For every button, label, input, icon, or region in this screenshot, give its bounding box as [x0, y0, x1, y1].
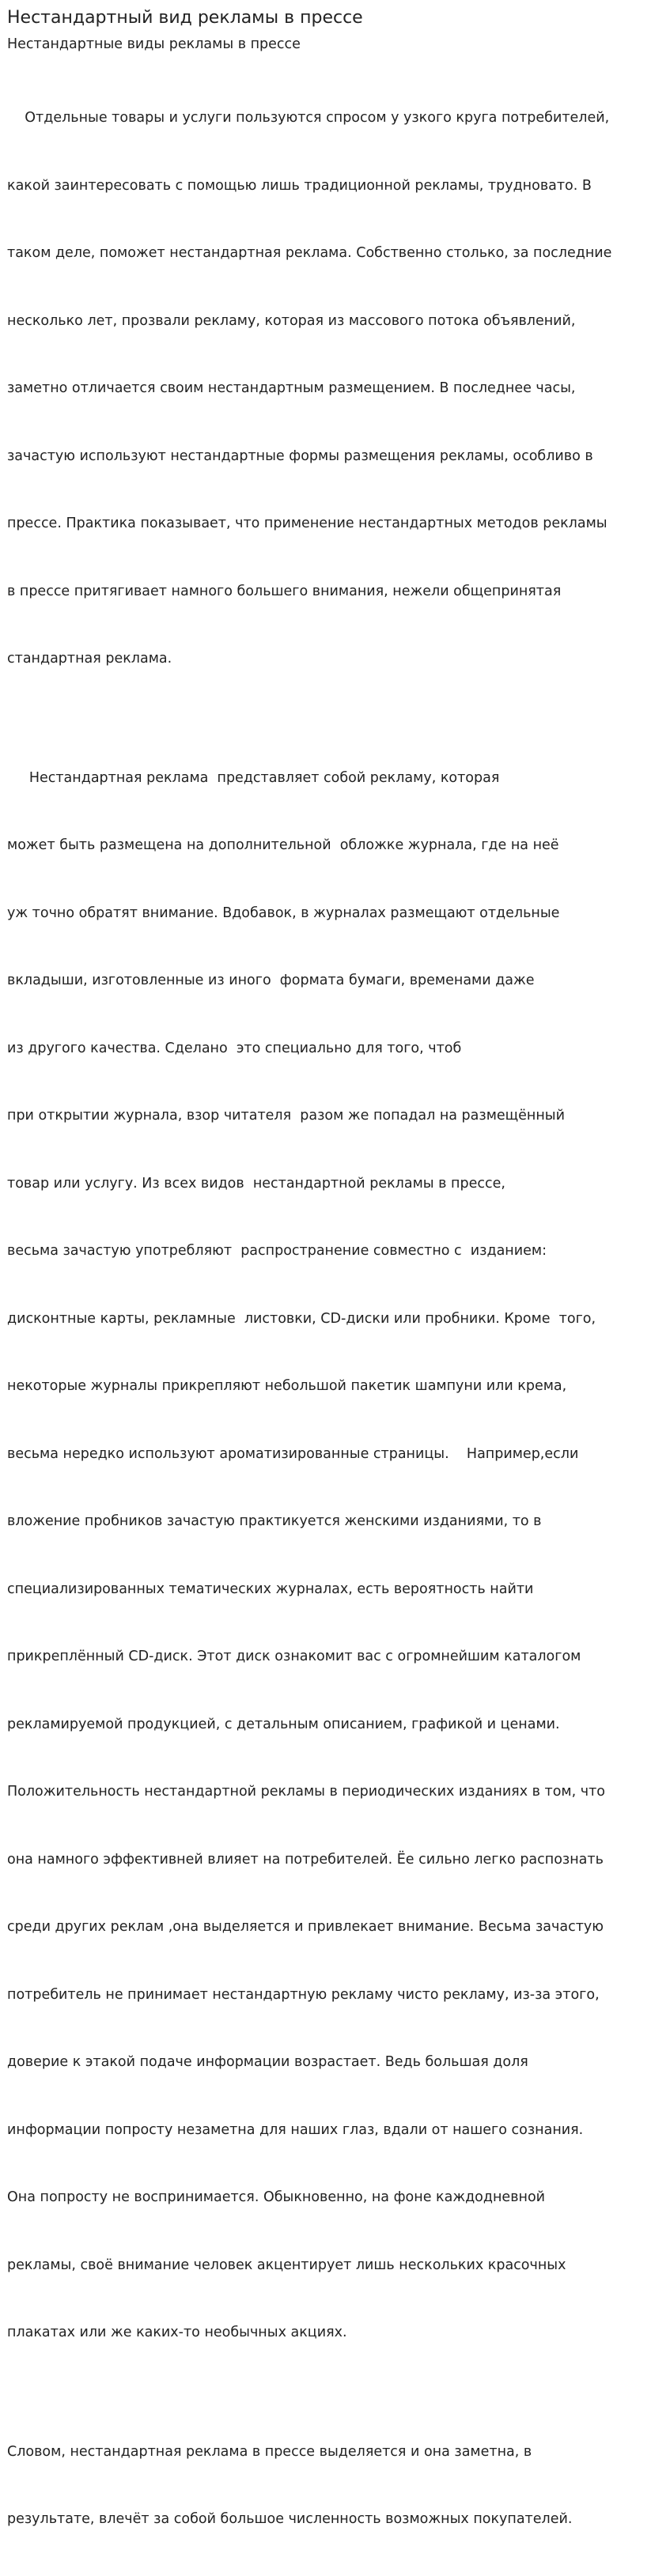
- text-line: Она попросту не воспринимается. Обыкновенно, на фоне каждодневной: [7, 2189, 546, 2205]
- text-line: Положительность нестандартной рекламы в периодических изданиях в том, что: [7, 1784, 605, 1800]
- text-line: рекламируемой продукцией, с детальным описанием, графикой и ценами.: [7, 1716, 560, 1732]
- paragraph-main: [7, 722, 663, 2389]
- paragraph-conclusion: [7, 2396, 663, 2576]
- article-title: Нестандартный вид рекламы в прессе: [7, 8, 363, 28]
- text-line: плакатах или же каких-то необычных акциях.: [7, 2325, 347, 2340]
- text-line: Отдельные товары и услуги пользуются спросом у узкого круга потребителей,: [7, 110, 610, 126]
- text-line: заметно отличается своим нестандартным размещением. В последнее часы,: [7, 380, 576, 396]
- text-line: среди других реклам ,она выделяется и привлекает внимание. Весьма зачастую: [7, 1919, 604, 1935]
- text-line: результате, влечёт за собой большое численность возможных покупателей.: [7, 2511, 573, 2527]
- text-line: вложение пробников зачастую практикуется женскими изданиями, то в: [7, 1513, 542, 1529]
- text-line: уж точно обратят внимание. Вдобавок, в журналах размещают отдельные: [7, 905, 560, 921]
- text-line: некоторые журналы прикрепляют небольшой пакетик шампуни или крема,: [7, 1378, 567, 1394]
- text-line: таком деле, поможет нестандартная реклама. Собственно столько, за последние: [7, 245, 612, 261]
- text-line: несколько лет, прозвали рекламу, которая из массового потока объявлений,: [7, 312, 576, 329]
- article-subtitle: Нестандартные виды рекламы в прессе: [7, 36, 301, 52]
- text-line: в прессе притягивает намного большего внимания, нежели общепринятая: [7, 583, 562, 599]
- text-line: из другого качества. Сделано это специально для того, чтоб: [7, 1040, 462, 1056]
- text-line: специализированных тематических журналах, есть вероятность найти: [7, 1581, 534, 1597]
- text-line: может быть размещена на дополнительной обложке журнала, где на неё: [7, 837, 559, 853]
- text-line: стандартная реклама.: [7, 651, 172, 667]
- text-line: доверие к этакой подаче информации возрастает. Ведь большая доля: [7, 2054, 528, 2070]
- text-line: прикреплённый CD-диск. Этот диск ознакомит вас с огромнейшим каталогом: [7, 1649, 581, 1664]
- text-line: зачастую используют нестандартные формы размещения рекламы, особливо в: [7, 448, 593, 464]
- text-line: какой заинтересовать с помощью лишь традиционной рекламы, трудновато. В: [7, 177, 592, 194]
- text-line: весьма нередко используют ароматизированные страницы. Например,если: [7, 1445, 579, 1462]
- text-line: рекламы, своё внимание человек акцентирует лишь нескольких красочных: [7, 2257, 566, 2273]
- paragraph-intro: [7, 62, 663, 716]
- text-line: прессе. Практика показывает, что применение нестандартных методов рекламы: [7, 516, 608, 531]
- text-line: дисконтные карты, рекламные листовки, CD-диски или пробники. Кроме того,: [7, 1310, 596, 1327]
- text-line: информации попросту незаметна для наших глаз, вдали от нашего сознания.: [7, 2121, 584, 2138]
- text-line: Нестандартная реклама представляет собой рекламу, которая: [7, 769, 500, 786]
- text-line: она намного эффективней влияет на потребителей. Ёе сильно легко распознать: [7, 1851, 604, 1868]
- text-line: товар или услугу. Из всех видов нестандартной рекламы в прессе,: [7, 1175, 505, 1192]
- text-line: вкладыши, изготовленные из иного формата бумаги, временами даже: [7, 973, 535, 988]
- text-line: Словом, нестандартная реклама в прессе выделяется и она заметна, в: [7, 2443, 532, 2460]
- text-line: весьма зачастую употребляют распространение совместно с изданием:: [7, 1243, 547, 1259]
- text-line: при открытии журнала, взор читателя разом же попадал на размещённый: [7, 1108, 565, 1124]
- text-line: потребитель не принимает нестандартную рекламу чисто рекламу, из-за этого,: [7, 1986, 600, 2003]
